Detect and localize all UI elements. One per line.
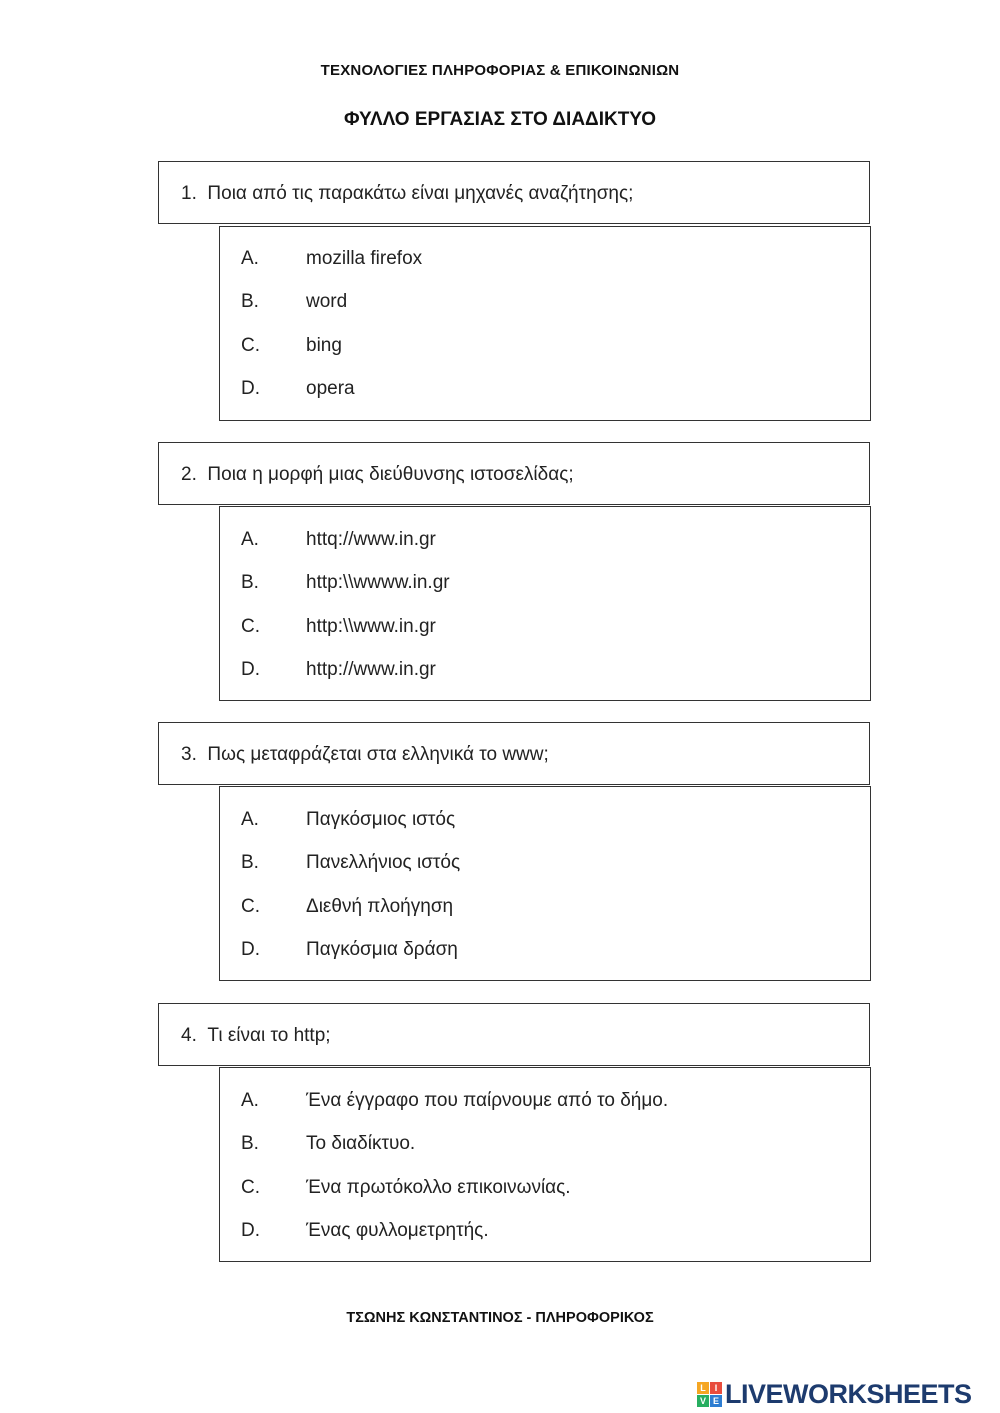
question-1-box bbox=[158, 161, 870, 224]
option-letter: B. bbox=[241, 852, 259, 873]
option-letter: A. bbox=[241, 529, 259, 550]
option-letter: C. bbox=[241, 1177, 260, 1198]
option-letter: D. bbox=[241, 1220, 260, 1241]
question-number: 2. bbox=[181, 464, 197, 485]
logo-block: I bbox=[710, 1382, 722, 1394]
option-text: opera bbox=[306, 378, 355, 399]
question-2-text bbox=[181, 464, 574, 486]
option-text: Παγκόσμια δράση bbox=[306, 939, 458, 960]
logo-block: L bbox=[697, 1382, 709, 1394]
option-letter: B. bbox=[241, 1133, 259, 1154]
option-text: http:\\wwww.in.gr bbox=[306, 572, 450, 593]
option-text: Ένα έγγραφο που παίρνουμε από το δήμο. bbox=[306, 1090, 669, 1111]
question-number: 4. bbox=[181, 1025, 197, 1046]
question-2-options bbox=[219, 506, 871, 701]
option-text: http://www.in.gr bbox=[306, 659, 436, 680]
worksheet-title: ΦΥΛΛΟ ΕΡΓΑΣΙΑΣ ΣΤΟ ΔΙΑΔΙΚΤΥΟ bbox=[343, 109, 657, 130]
option-letter: A. bbox=[241, 809, 259, 830]
option-letter: A. bbox=[241, 248, 259, 269]
subject-heading: ΤΕΧΝΟΛΟΓΙΕΣ ΠΛΗΡΟΦΟΡΙΑΣ & ΕΠΙΚΟΙΝΩΝΙΩΝ bbox=[320, 62, 680, 79]
question-3-text bbox=[181, 744, 549, 766]
question-4-box bbox=[158, 1003, 870, 1066]
logo-blocks-icon bbox=[697, 1382, 722, 1407]
option-text: http:\\www.in.gr bbox=[306, 616, 436, 637]
question-1-options bbox=[219, 226, 871, 421]
option-letter: B. bbox=[241, 291, 259, 312]
question-3-options bbox=[219, 786, 871, 981]
option-text: Πανελλήνιος ιστός bbox=[306, 852, 461, 873]
question-prompt: Ποια από τις παρακάτω είναι μηχανές αναζήτησης; bbox=[207, 183, 634, 204]
option-text: bing bbox=[306, 335, 342, 356]
option-letter: C. bbox=[241, 335, 260, 356]
question-prompt: Τι είναι το http; bbox=[207, 1025, 331, 1046]
liveworksheets-logo bbox=[697, 1378, 972, 1410]
option-letter: C. bbox=[241, 616, 260, 637]
question-number: 1. bbox=[181, 183, 197, 204]
logo-text: LIVEWORKSHEETS bbox=[725, 1378, 972, 1409]
option-text: word bbox=[306, 291, 348, 312]
question-prompt: Ποια η μορφή μιας διεύθυνσης ιστοσελίδας; bbox=[207, 464, 574, 485]
option-letter: C. bbox=[241, 896, 260, 917]
option-text: Διεθνή πλοήγηση bbox=[306, 896, 454, 917]
question-number: 3. bbox=[181, 744, 197, 765]
option-text: Το διαδίκτυο. bbox=[306, 1133, 416, 1154]
question-1-text bbox=[181, 183, 633, 205]
option-text: Ένα πρωτόκολλο επικοινωνίας. bbox=[306, 1177, 571, 1198]
logo-block: V bbox=[697, 1395, 709, 1407]
option-text: Παγκόσμιος ιστός bbox=[306, 809, 456, 830]
option-text: Ένας φυλλομετρητής. bbox=[306, 1220, 489, 1241]
author-footer: ΤΣΩΝΗΣ ΚΩΝΣΤΑΝΤΙΝΟΣ - ΠΛΗΡΟΦΟΡΙΚΟΣ bbox=[346, 1310, 654, 1326]
logo-block: E bbox=[710, 1395, 722, 1407]
option-letter: B. bbox=[241, 572, 259, 593]
option-letter: D. bbox=[241, 939, 260, 960]
option-text: mozilla firefox bbox=[306, 248, 423, 269]
option-letter: D. bbox=[241, 659, 260, 680]
question-4-options bbox=[219, 1067, 871, 1262]
question-prompt: Πως μεταφράζεται στα ελληνικά το www; bbox=[207, 744, 549, 765]
option-text: httq://www.in.gr bbox=[306, 529, 436, 550]
option-letter: D. bbox=[241, 378, 260, 399]
option-letter: A. bbox=[241, 1090, 259, 1111]
question-3-box bbox=[158, 722, 870, 785]
question-2-box bbox=[158, 442, 870, 505]
question-4-text bbox=[181, 1025, 331, 1047]
